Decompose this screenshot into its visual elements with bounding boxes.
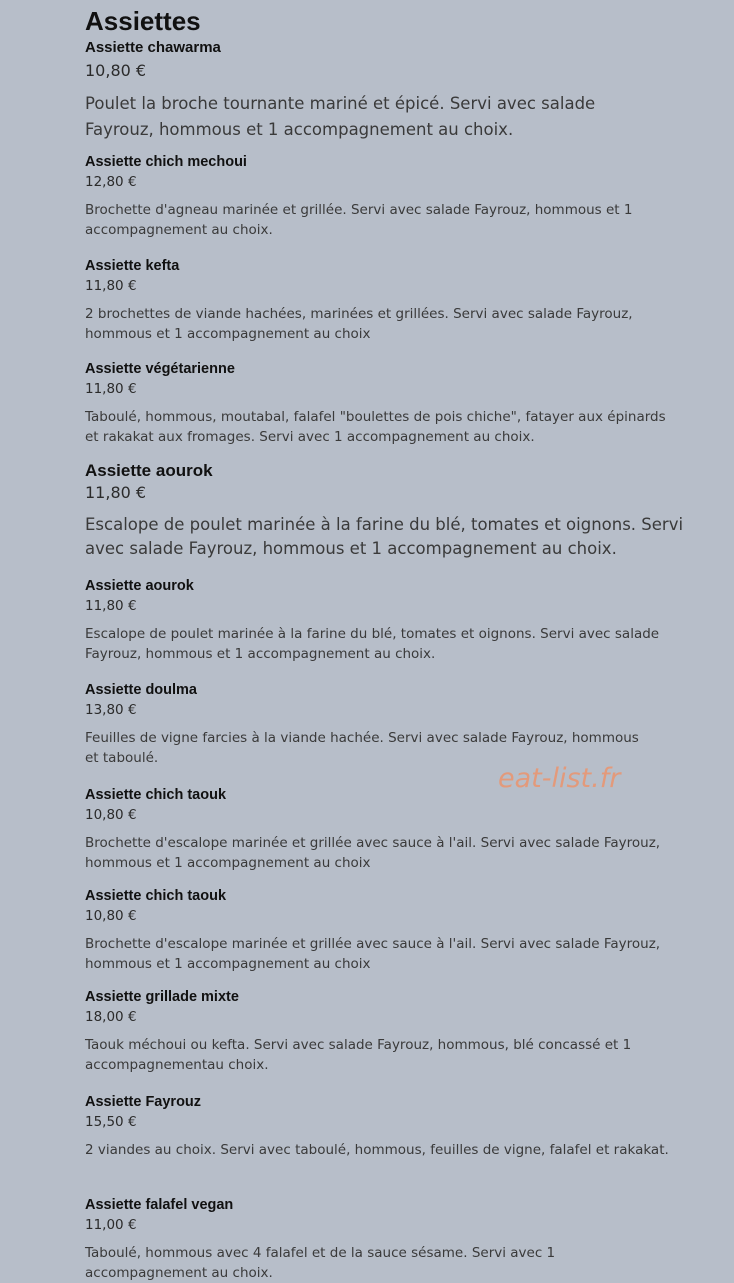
item-description: Escalope de poulet marinée à la farine du blé, tomates et oignons. Servi avec salade Fayrouz, hommous et 1 accompagnement au choix. [85,626,660,662]
item-price: 11,80 € [85,598,137,614]
item-name: Assiette kefta [85,258,180,274]
item-name: Assiette chawarma [85,39,221,56]
item-name: Assiette Fayrouz [85,1094,202,1110]
menu-item [85,460,685,561]
item-description: 2 brochettes de viande hachées, marinées et grillées. Servi avec salade Fayrouz, hommous et 1 accompagnement au choix [85,306,633,342]
item-name: Assiette aourok [85,461,213,480]
item-description: Taboulé, hommous, moutabal, falafel "boulettes de pois chiche", fatayer aux épinards et rakakat aux fromages. Servi avec 1 accompagnement au choix. [85,409,666,445]
item-description: Poulet la broche tournante mariné et épicé. Servi avec salade Fayrouz, hommous et 1 accompagnement au choix. [85,94,596,139]
item-price: 11,80 € [85,483,147,502]
item-name: Assiette végétarienne [85,361,235,377]
item-name: Assiette chich mechoui [85,154,247,170]
menu-item [85,1092,675,1160]
menu-item [85,359,675,447]
menu-item [85,576,675,664]
menu-item [85,680,645,768]
item-price: 11,00 € [85,1217,137,1233]
menu-item [85,1195,645,1283]
item-description: Brochette d'escalope marinée et grillée avec sauce à l'ail. Servi avec salade Fayrouz, hommous et 1 accompagnement au choix [85,936,661,972]
menu-item [85,785,665,873]
item-price: 13,80 € [85,702,137,718]
watermark-logo: eat-list.fr [498,763,621,794]
item-description: Feuilles de vigne farcies à la viande hachée. Servi avec salade Fayrouz, hommous et taboulé. [85,730,639,766]
item-price: 10,80 € [85,61,147,80]
item-description: Taboulé, hommous avec 4 falafel et de la sauce sésame. Servi avec 1 accompagnement au choix. [85,1245,556,1281]
menu-item [85,256,645,344]
menu-item [85,38,645,143]
menu-item [85,152,675,240]
item-price: 11,80 € [85,278,137,294]
item-name: Assiette aourok [85,578,194,594]
item-name: Assiette chich taouk [85,787,227,803]
item-description: Brochette d'escalope marinée et grillée avec sauce à l'ail. Servi avec salade Fayrouz, hommous et 1 accompagnement au choix [85,835,661,871]
item-price: 18,00 € [85,1009,137,1025]
item-description: 2 viandes au choix. Servi avec taboulé, hommous, feuilles de vigne, falafel et rakakat. [85,1142,669,1158]
item-name: Assiette falafel vegan [85,1197,234,1213]
item-price: 11,80 € [85,381,137,397]
menu-item [85,886,665,974]
item-name: Assiette chich taouk [85,888,227,904]
item-price: 12,80 € [85,174,137,190]
item-price: 10,80 € [85,908,137,924]
item-price: 15,50 € [85,1114,137,1130]
item-name: Assiette doulma [85,682,197,698]
item-description: Taouk méchoui ou kefta. Servi avec salade Fayrouz, hommous, blé concassé et 1 accompagnementau choix. [85,1037,632,1073]
menu-item [85,987,680,1075]
item-price: 10,80 € [85,807,137,823]
item-description: Brochette d'agneau marinée et grillée. Servi avec salade Fayrouz, hommous et 1 accompagnement au choix. [85,202,633,238]
item-name: Assiette grillade mixte [85,989,239,1005]
item-description: Escalope de poulet marinée à la farine du blé, tomates et oignons. Servi avec salade Fayrouz, hommous et 1 accompagnement au choix. [85,515,684,558]
section-title: Assiettes [85,6,201,36]
